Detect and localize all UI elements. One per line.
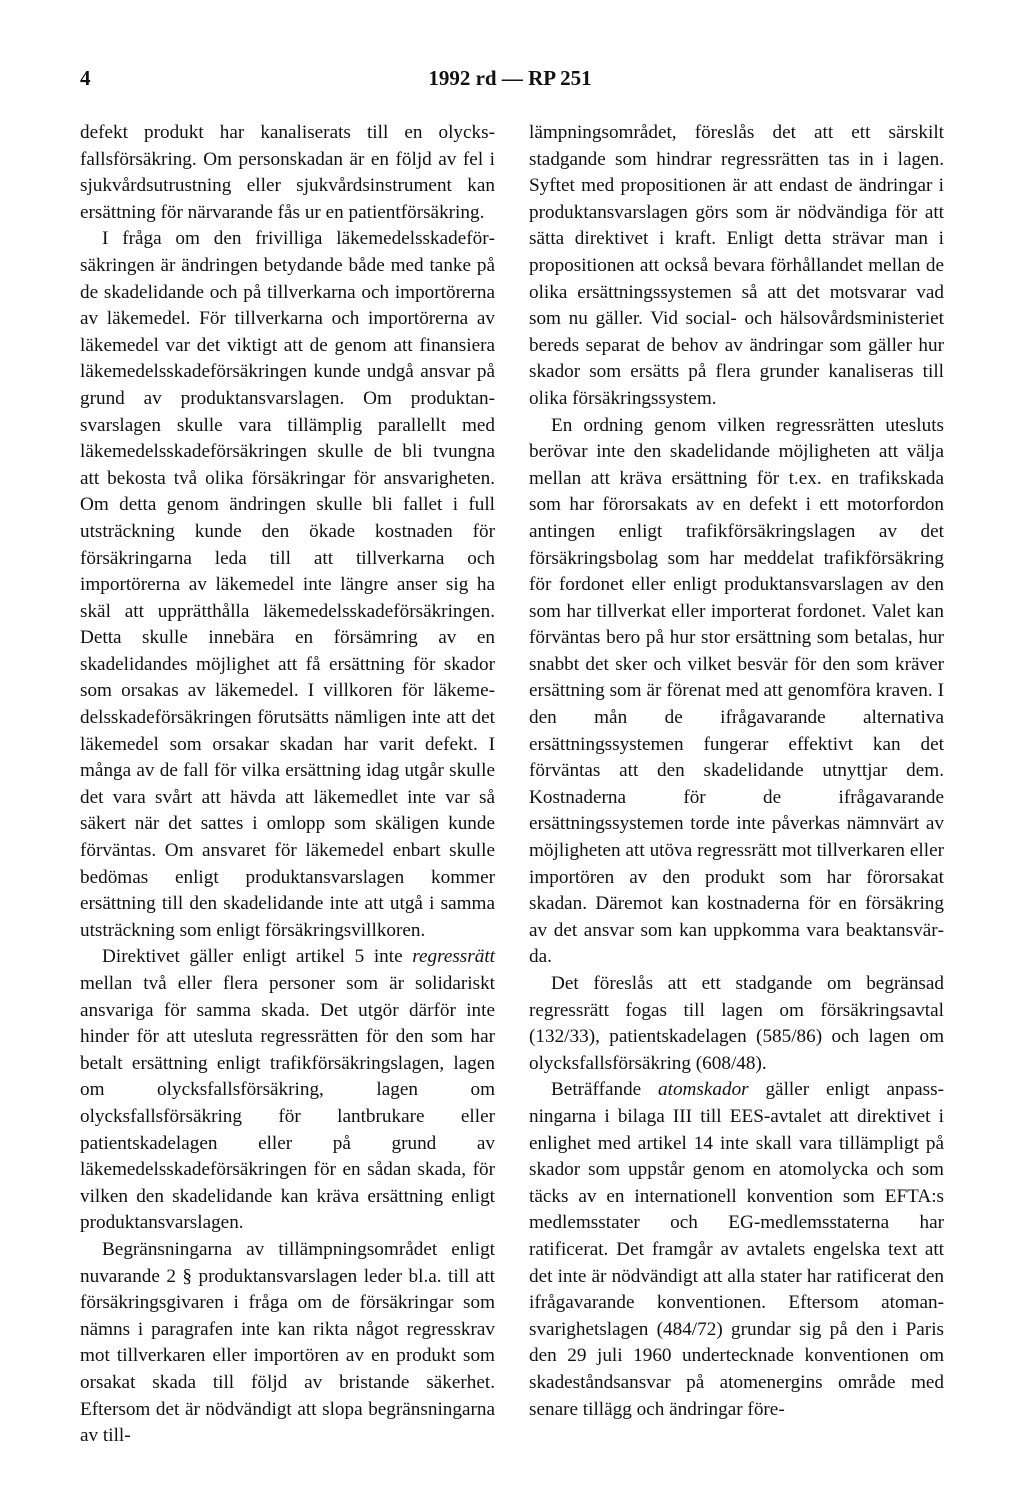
text-run: Beträffande <box>551 1079 659 1101</box>
paragraph: I fråga om den frivilliga läkemedelsskadeförsäkringen är ändringen betydande både med tanke på de skadelidande och på tillverkarna och importörerna av läkemedel. För tillverkarna och importörerna av läkemedel var det viktigt att de genom att finansiera läkemedelsskadeförsäkringen kunde undgå ansvar på grund av produktansvarslagen. Om produktansvarslagen skulle vara tillämplig parallellt med läkemedelsskadeförsäkringen skulle de bli tvungna att bekosta två olika försäkringar för ansvarigheten. Om detta genom ändringen skulle bli fallet i full utsträckning kunde den ökade kostnaden för försäkringarna leda till att tillverkarna och importörerna av läkemedel inte längre anser sig ha skäl att upprätthålla läkemedelsskadeförsäkringen. Detta skulle innebära en försämring av en skadelidandes möjlighet att få ersättning för skador som orsakas av läkemedel. I villkoren för läkemedelsskadeförsäkringen förutsätts nämligen inte att det läkemedel som orsakar skadan har varit defekt. I många av de fall för vilka ersättning idag utgår skulle det vara svårt att hävda att läkemedlet inte var så säkert när det sattes i omlopp som skäligen kunde förväntas. Om ansvaret för läkemedel enbart skulle bedömas enligt produktansvarslagen kommer ersättning till den skadelidande inte att utgå i samma utsträckning som enligt försäkringsvillkoren. <box>80 228 495 941</box>
emphasis-regressratt: regressrätt <box>412 946 495 968</box>
paragraph: Det föreslås att ett stadgande om begränsad regressrätt fogas till lagen om försäkringsavtal (132/33), patientskadelagen (585/86) och lagen om olycksfallsförsäkring (608/48). <box>529 973 944 1074</box>
left-column <box>80 120 495 1450</box>
paragraph: defekt produkt har kanaliserats till en olycksfallsförsäkring. Om personskadan är en följd av fel i sjukvårdsutrustning eller sjukvårdsinstrument kan ersättning för närvarande fås ur en patientförsäkring. <box>80 122 495 223</box>
page-number: 4 <box>80 66 91 90</box>
text-run: mellan två eller flera personer som är solidariskt ansvariga för samma skada. Det utgör därför inte hinder för att utesluta regressrätten för den som har betalt ersättning enligt trafikförsäkringslagen, lagen om olycksfallsförsäkring, lagen om olycksfallsförsäkring för lantbrukare eller patientskadelagen eller på grund av läkemedelsskadeförsäkringen för en sådan skada, för vilken den skadelidande kan kräva ersättning enligt produktansvarslagen. <box>80 973 495 1234</box>
paragraph: Begränsningarna av tillämpningsområdet enligt nuvarande 2 § produktansvarslagen leder bl.a. till att försäkringsgivaren i fråga om de försäkringar som nämns i paragrafen inte kan rikta något regresskrav mot tillverkaren eller importören av en produkt som orsakat skada till följd av bristande säkerhet. Eftersom det är nödvändigt att slopa begränsningarna av till- <box>80 1238 495 1447</box>
paragraph <box>80 944 495 1237</box>
page-header <box>80 66 940 96</box>
paragraph: En ordning genom vilken regressrätten utesluts berövar inte den skadelidande möjligheten att välja mellan att kräva ersättning för t.ex. en trafikskada som har förorsakats av en defekt i ett motorfordon antingen enligt trafikförsäkringslagen av det försäkringsbolag som har meddelat trafikförsäkring för fordonet eller enligt produktansvarslagen av den som har tillverkat eller importerat fordonet. Valet kan förväntas bero på hur stor ersättning som betalas, hur snabbt det sker och vilket besvär för den som kräver ersättning som är förenat med att genomföra kraven. I den mån de ifrågavarande alternativa ersättningssystemen fungerar effektivt kan det förväntas att den skadelidande utnyttjar dem. Kostnaderna för de ifrågavarande ersättningssystemen torde inte påverkas nämnvärt av möjligheten att utöva regressrätt mot tillverkaren eller importören av den produkt som har förorsakat skadan. Däremot kan kostnaderna för en försäkring av det ansvar som kan uppkomma vara beaktansvärda. <box>529 414 944 968</box>
text-run: gäller enligt anpassningarna i bilaga III till EES-avtalet att direktivet i enlighet med artikel 14 inte skall vara tillämpligt på skador som uppstår genom en atomolycka och som täcks av en internationell konvention som EFTA:s medlemsstater och EG-medlemsstaterna har ratificerat. Det framgår av avtalets engelska text att det inte är nödvändigt att alla stater har ratificerat den ifrågavarande konventionen. Eftersom atomansvarighetslagen (484/72) grundar sig på den i Paris den 29 juli 1960 undertecknade konventionen om skadeståndsansvar på atomenergins område med senare tillägg och ändringar före- <box>529 1079 944 1420</box>
paragraph: lämpningsområdet, föreslås det att ett särskilt stadgande som hindrar regressrätten tas in i lagen. Syftet med propositionen är att endast de ändringar i produktansvarslagen görs som är nödvändiga för att sätta direktivet i kraft. Enligt detta strävar man i propositionen att också bevara förhållandet mellan de olika ersättningssystemen så att det motsvarar vad som nu gäller. Vid social- och hälsovårdsministeriet bereds separat de behov av ändringar som gäller hur skador som ersätts på flera grunder kanaliseras till olika försäkringssystem. <box>529 122 944 409</box>
paragraph <box>529 1077 944 1423</box>
text-run: Direktivet gäller enligt artikel 5 inte <box>102 946 413 968</box>
running-title: 1992 rd — RP 251 <box>428 66 592 90</box>
right-column <box>529 120 944 1423</box>
emphasis-atomskador: atomskador <box>658 1079 749 1101</box>
